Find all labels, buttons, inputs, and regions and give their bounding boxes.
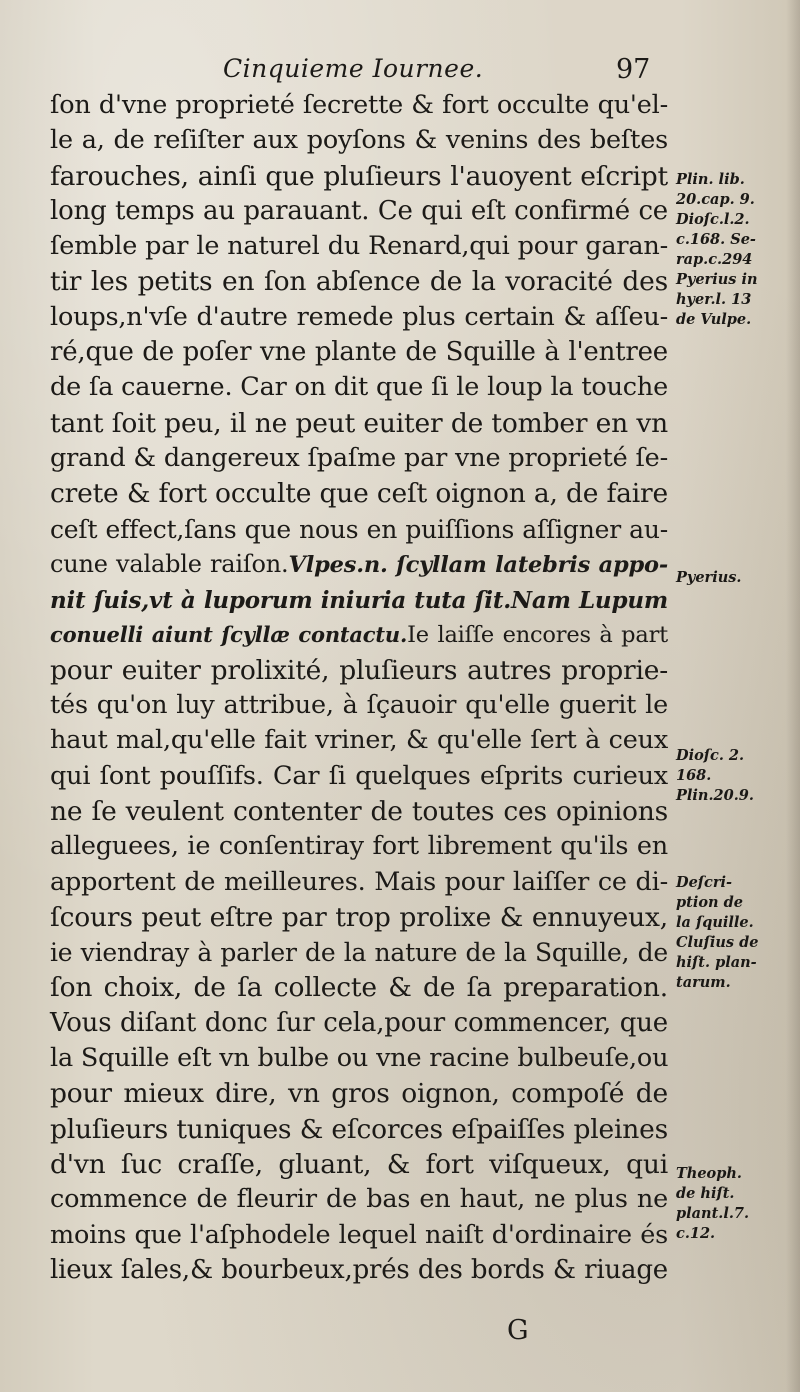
- page-number: 97: [616, 54, 651, 85]
- text-line: [50, 1147, 668, 1182]
- margin-note-pyerius: [676, 568, 794, 588]
- text-line: [50, 1076, 668, 1111]
- text-line: [50, 406, 668, 441]
- margin-note-pliny-dioscorides: [676, 170, 794, 330]
- latin-quotation: nit ſuis,vt à luporum iniuria tuta ſit.Nam Lupum: [50, 587, 668, 615]
- latin-quotation: Vlpes.n. ſcyllam latebris appo-: [288, 551, 668, 578]
- margin-note-line: Theoph.: [676, 1165, 742, 1182]
- text-line: [50, 159, 668, 194]
- text-segment: qui ſont pouſſifs. Car ſi quelques eſprits curieux: [50, 760, 668, 791]
- text-line: [50, 759, 668, 794]
- text-segment: ſemble par le naturel du Renard,qui pour garan-: [50, 231, 668, 262]
- text-segment: ſcours peut eſtre par trop prolixe & ennuyeux,: [50, 901, 668, 933]
- margin-note-line: 20.cap. 9.: [676, 191, 755, 208]
- margin-note-line: tarum.: [676, 974, 731, 991]
- text-line: [50, 123, 668, 158]
- margin-note-description-squill: [676, 873, 794, 993]
- text-segment: Ie laiſſe encores à part: [407, 622, 668, 649]
- margin-note-line: c.168. Se-: [676, 231, 756, 248]
- text-line: [50, 1253, 668, 1288]
- margin-note-line: Plin.20.9.: [676, 787, 754, 804]
- margin-note-line: rap.c.294: [676, 251, 753, 268]
- text-line: [50, 1041, 668, 1076]
- margin-note-dioscorides-pliny: [676, 746, 794, 806]
- margin-note-line: Dioſc.l.2.: [676, 211, 750, 228]
- text-line: [50, 1182, 668, 1217]
- text-line: [50, 582, 668, 617]
- text-line: [50, 688, 668, 723]
- text-line: [50, 194, 668, 229]
- text-segment: ceſt effect,ſans que nous en puiſſions aſſigner au-: [50, 514, 668, 544]
- text-segment: lieux ſales,& bourbeux,prés des bords & riuage: [50, 1254, 668, 1285]
- text-segment: farouches, ainſi que pluſieurs l'auoyent eſcript: [50, 160, 668, 192]
- text-segment: pour euiter prolixité, pluſieurs autres proprie-: [50, 654, 668, 686]
- margin-note-line: Plin. lib.: [676, 171, 745, 188]
- text-segment: grand & dangereux ſpaſme par vne proprieté ſe-: [50, 442, 668, 473]
- text-segment: ſon choix, de ſa collecte & de ſa preparation.: [50, 972, 668, 1004]
- latin-quotation: conuelli aiunt ſcyllæ contactu.: [50, 622, 408, 648]
- text-line: [50, 723, 668, 758]
- text-segment: long temps au parauant. Ce qui eſt confirmé ce: [50, 195, 668, 226]
- text-line: [50, 476, 668, 511]
- text-segment: cune valable raiſon.: [50, 549, 289, 578]
- text-line: [50, 617, 668, 652]
- text-line: [50, 865, 668, 900]
- text-segment: ré,que de poſer vne plante de Squille à l'entree: [50, 337, 668, 368]
- margin-note-line: Dioſc. 2.: [676, 747, 745, 764]
- text-line: [50, 900, 668, 935]
- text-line: [50, 970, 668, 1005]
- text-segment: tés qu'on luy attribue, à ſçauoir qu'elle guerit le: [50, 690, 668, 721]
- body-text: [50, 88, 668, 1288]
- text-line: [50, 1006, 668, 1041]
- text-line: [50, 829, 668, 864]
- text-line: [50, 88, 668, 123]
- text-segment: pour mieux dire, vn gros oignon, compoſé de: [50, 1078, 668, 1110]
- text-line: [50, 1218, 668, 1253]
- margin-note-line: hiſt. plan-: [676, 954, 757, 971]
- text-line: [50, 370, 668, 405]
- text-segment: tant ſoit peu, il ne peut euiter de tomber en vn: [50, 407, 668, 439]
- text-line: [50, 300, 668, 335]
- text-segment: alleguees, ie conſentiray fort librement qu'ils en: [50, 831, 668, 862]
- text-line: [50, 335, 668, 370]
- text-segment: crete & fort occulte que ceſt oignon a, de faire: [50, 478, 668, 510]
- text-segment: de ſa cauerne. Car on dit que ſi le loup la touche: [50, 372, 668, 403]
- text-segment: ie viendray à parler de la nature de la Squille, de: [50, 938, 668, 968]
- text-line: [50, 512, 668, 547]
- margin-note-line: Cluſius de: [676, 934, 759, 951]
- text-line: [50, 441, 668, 476]
- margin-note-line: Deſcri-: [676, 874, 733, 891]
- text-segment: apportent de meilleures. Mais pour laiſſer ce di-: [50, 866, 668, 897]
- margin-note-theophrastus: [676, 1164, 794, 1244]
- text-segment: haut mal,qu'elle fait vriner, & qu'elle ſert à ceux: [50, 725, 668, 756]
- text-line: [50, 794, 668, 829]
- text-line: [50, 229, 668, 264]
- margin-note-line: Pyerius.: [676, 569, 742, 586]
- text-line: [50, 935, 668, 970]
- text-line: [50, 264, 668, 299]
- text-segment: ne ſe veulent contenter de toutes ces opinions: [50, 795, 668, 827]
- margin-note-line: hyer.l. 13: [676, 291, 752, 308]
- text-segment: tir les petits en ſon abſence de la voracité des: [50, 266, 668, 298]
- text-line: [50, 547, 668, 582]
- margin-note-line: de hiſt.: [676, 1185, 735, 1202]
- signature-mark: G: [507, 1315, 529, 1346]
- text-line: [50, 653, 668, 688]
- margin-note-line: plant.l.7.: [676, 1205, 750, 1222]
- text-segment: Vous diſant donc ſur cela,pour commencer, que: [50, 1007, 668, 1038]
- margin-note-line: Pyerius in: [676, 271, 758, 288]
- margin-note-line: c.12.: [676, 1225, 716, 1242]
- text-segment: loups,n'vſe d'autre remede plus certain & aſſeu-: [50, 301, 668, 332]
- margin-note-line: ption de: [676, 894, 743, 911]
- margin-note-line: de Vulpe.: [676, 311, 752, 328]
- text-segment: commence de fleurir de bas en haut, ne plus ne: [50, 1184, 668, 1215]
- text-segment: ſon d'vne proprieté ſecrette & fort occulte qu'el-: [50, 90, 668, 120]
- text-segment: la Squille eſt vn bulbe ou vne racine bulbeuſe,ou: [50, 1043, 669, 1074]
- margin-note-line: la ſquille.: [676, 914, 754, 931]
- running-title: Cinquieme Iournee.: [223, 54, 484, 83]
- text-segment: le a, de reſiſter aux poyſons & venins des beſtes: [50, 125, 668, 156]
- text-segment: moins que l'aſphodele lequel naiſt d'ordinaire és: [50, 1219, 668, 1250]
- text-segment: pluſieurs tuniques & eſcorces eſpaiſſes pleines: [50, 1113, 668, 1145]
- margin-note-line: 168.: [676, 767, 712, 784]
- text-line: [50, 1112, 668, 1147]
- text-segment: d'vn ſuc craſſe, gluant, & fort viſqueux, qui: [50, 1148, 668, 1180]
